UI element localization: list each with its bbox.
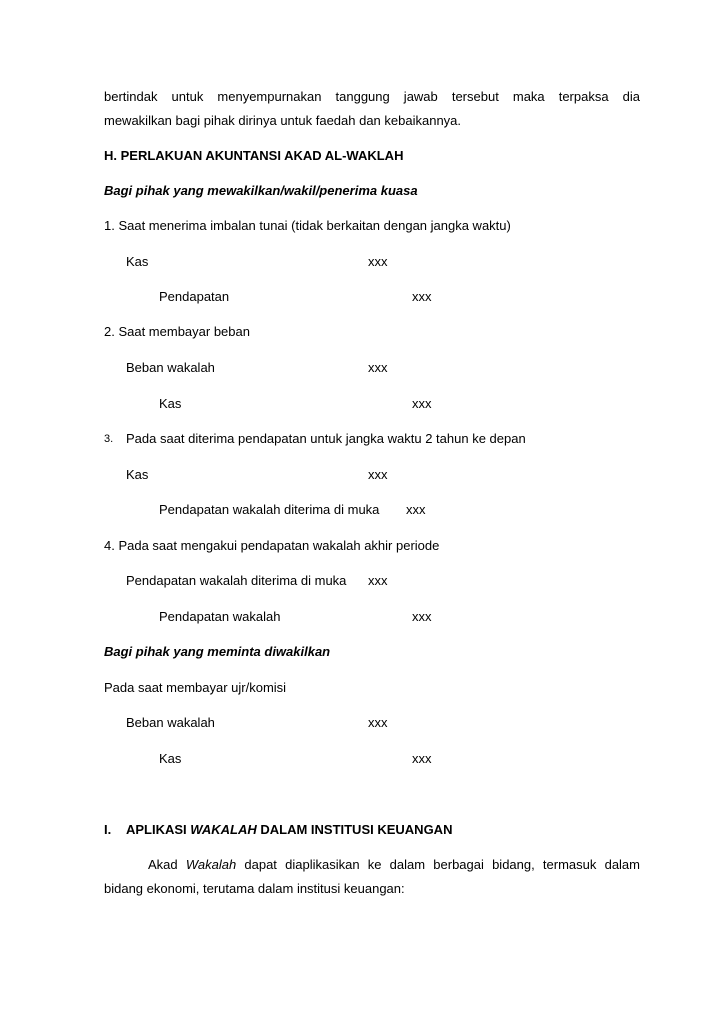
section-i-para-post: dapat diaplikasikan ke dalam berbagai bidang, termasuk dalam xyxy=(236,857,640,872)
section-i-number: I. xyxy=(104,822,112,837)
item-4-debit-value: xxx xyxy=(368,573,388,588)
meminta-debit-account: Beban wakalah xyxy=(126,715,215,730)
section-i-para-line-1 xyxy=(148,857,640,873)
section-i-heading-em: WAKALAH xyxy=(190,822,257,837)
item-3-credit-value: xxx xyxy=(406,502,426,517)
section-i-heading-pre: APLIKASI xyxy=(126,822,191,837)
section-i-para-em: Wakalah xyxy=(185,857,237,872)
meminta-credit-account: Kas xyxy=(159,751,182,766)
meminta-title: Pada saat membayar ujr/komisi xyxy=(104,680,287,695)
item-3-debit-account: Kas xyxy=(126,467,149,482)
intro-line-2: mewakilkan bagi pihak dirinya untuk faedah dan kebaikannya. xyxy=(104,113,462,128)
section-i-para-line-2: bidang ekonomi, terutama dalam institusi keuangan: xyxy=(104,881,405,896)
item-3-debit-value: xxx xyxy=(368,467,388,482)
intro-line-1: bertindak untuk menyempurnakan tanggung jawab tersebut maka terpaksa dia xyxy=(104,89,640,104)
item-4-title: 4. Pada saat mengakui pendapatan wakalah akhir periode xyxy=(104,538,440,553)
subheading-wakil: Bagi pihak yang mewakilkan/wakil/penerima kuasa xyxy=(104,183,418,198)
item-1-credit-value: xxx xyxy=(412,289,432,304)
item-2-debit-value: xxx xyxy=(368,360,388,375)
item-1-debit-account: Kas xyxy=(126,254,149,269)
meminta-credit-value: xxx xyxy=(412,751,432,766)
item-4-credit-account: Pendapatan wakalah xyxy=(159,609,281,624)
item-2-debit-account: Beban wakalah xyxy=(126,360,215,375)
item-2-title: 2. Saat membayar beban xyxy=(104,324,250,339)
item-3-title: Pada saat diterima pendapatan untuk jangka waktu 2 tahun ke depan xyxy=(126,431,526,446)
item-1-title: 1. Saat menerima imbalan tunai (tidak berkaitan dengan jangka waktu) xyxy=(104,218,511,233)
item-2-credit-value: xxx xyxy=(412,396,432,411)
meminta-debit-value: xxx xyxy=(368,715,388,730)
subheading-meminta: Bagi pihak yang meminta diwakilkan xyxy=(104,644,331,659)
item-4-debit-account: Pendapatan wakalah diterima di muka xyxy=(126,573,347,588)
item-4-credit-value: xxx xyxy=(412,609,432,624)
section-i-heading xyxy=(126,822,452,838)
item-3-credit-account: Pendapatan wakalah diterima di muka xyxy=(159,502,380,517)
item-3-number: 3. xyxy=(104,433,114,445)
section-i-heading-post: DALAM INSTITUSI KEUANGAN xyxy=(256,822,453,837)
item-2-credit-account: Kas xyxy=(159,396,182,411)
item-1-credit-account: Pendapatan xyxy=(159,289,230,304)
section-h-heading: H. PERLAKUAN AKUNTANSI AKAD AL-WAKLAH xyxy=(104,148,404,163)
section-i-para-pre: Akad xyxy=(148,857,186,872)
item-1-debit-value: xxx xyxy=(368,254,388,269)
